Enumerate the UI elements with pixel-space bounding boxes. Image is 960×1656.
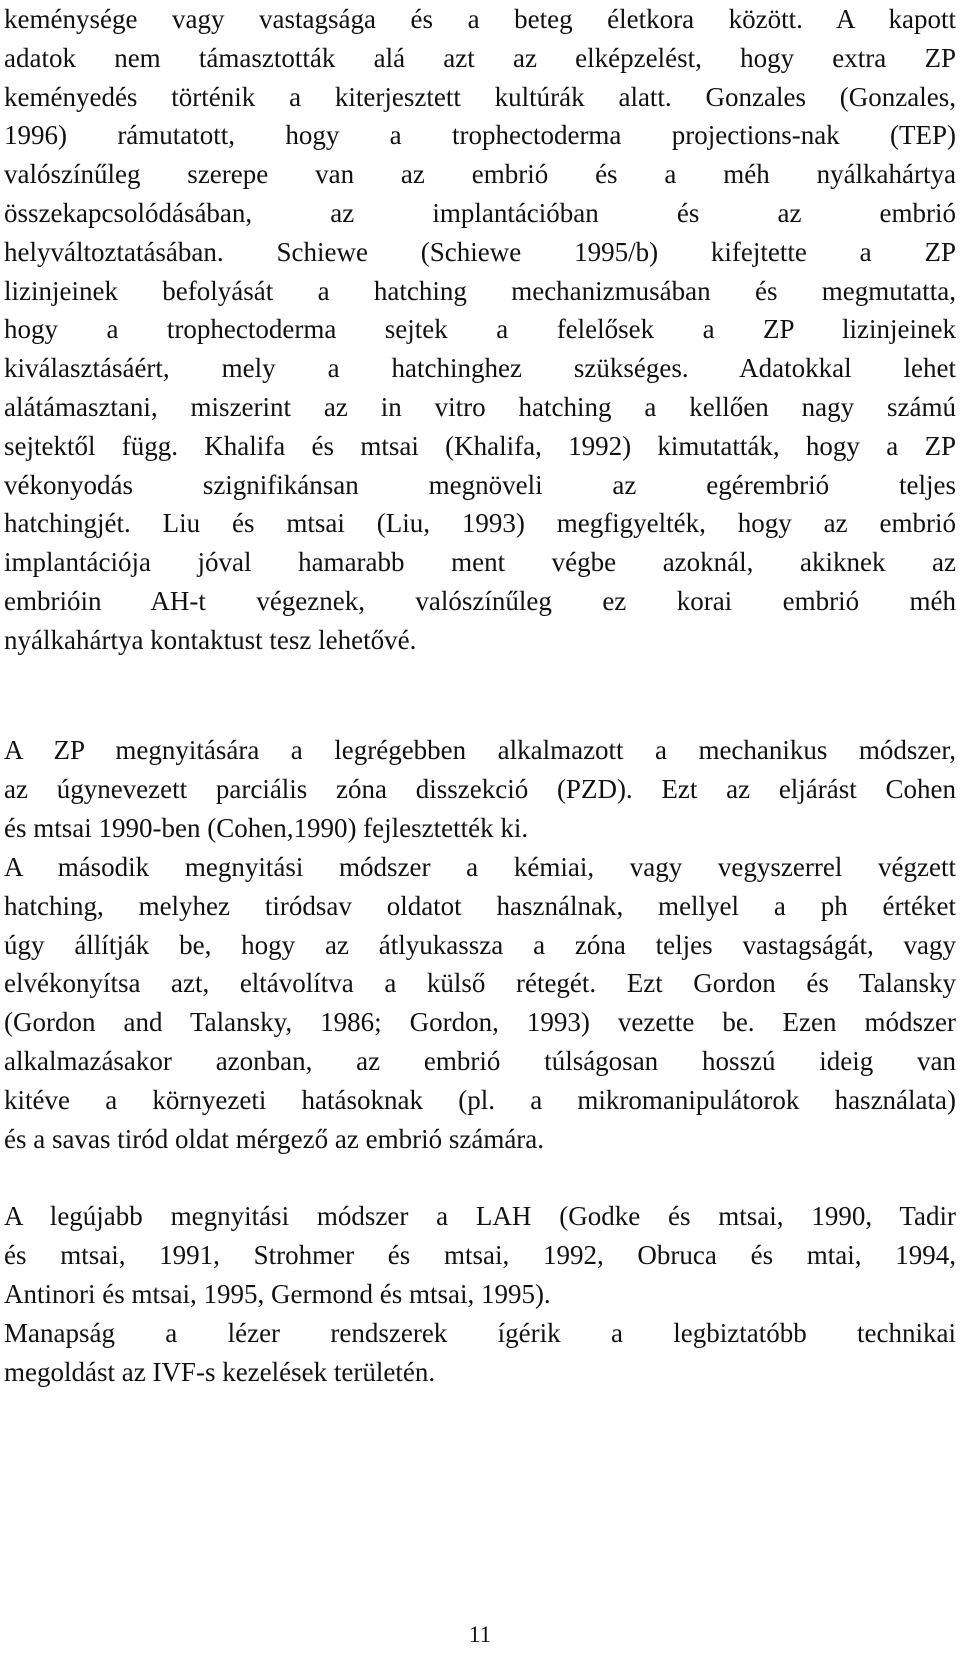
paragraph-laser-systems	[4, 1314, 956, 1392]
text-line: és a savas tiród oldat mérgező az embrió számára.	[4, 1123, 545, 1154]
text-line: adatok nem támasztották alá azt az elképzelést, hogy extra ZP	[4, 42, 956, 73]
paragraph-chemical-method	[4, 848, 956, 1158]
text-line: A legújabb megnyitási módszer a LAH (Godke és mtsai, 1990, Tadir	[4, 1201, 956, 1231]
text-line: helyváltoztatásában. Schiewe (Schiewe 1995/b) kifejtette a ZP	[4, 236, 956, 267]
text-line: (Gordon and Talansky, 1986; Gordon, 1993) vezette be. Ezen módszer	[4, 1007, 956, 1038]
text-line: alkalmazásakor azonban, az embrió túlságosan hosszú ideig van	[4, 1045, 956, 1076]
text-line: hatchingjét. Liu és mtsai (Liu, 1993) megfigyelték, hogy az embrió	[4, 508, 956, 539]
text-line: nyálkahártya kontaktust tesz lehetővé.	[4, 624, 417, 655]
paragraph-hatching-research	[4, 0, 956, 660]
text-line: Antinori és mtsai, 1995, Germond és mtsai, 1995).	[4, 1278, 551, 1309]
text-line: keménysége vagy vastagsága és a beteg életkora között. A kapott	[4, 4, 956, 34]
text-line: hatching, melyhez tiródsav oldatot használnak, mellyel a ph értéket	[4, 890, 956, 921]
paragraph-lah-method	[4, 1197, 956, 1313]
text-line: A ZP megnyitására a legrégebben alkalmazott a mechanikus módszer,	[4, 735, 956, 765]
text-line: A második megnyitási módszer a kémiai, vagy vegyszerrel végzett	[4, 852, 956, 882]
text-line: kitéve a környezeti hatásoknak (pl. a mikromanipulátorok használata)	[4, 1084, 956, 1115]
text-line: hogy a trophectoderma sejtek a felelősek a ZP lizinjeinek	[4, 314, 956, 345]
text-line: Manapság a lézer rendszerek ígérik a legbiztatóbb technikai	[4, 1318, 956, 1348]
text-line: implantációja jóval hamarabb ment végbe azoknál, akiknek az	[4, 547, 956, 578]
text-line: összekapcsolódásában, az implantációban és az embrió	[4, 197, 956, 228]
text-line: és mtsai, 1991, Strohmer és mtsai, 1992, Obruca és mtai, 1994,	[4, 1239, 956, 1270]
paragraph-mechanical-method	[4, 731, 956, 847]
text-line: sejtektől függ. Khalifa és mtsai (Khalifa, 1992) kimutatták, hogy a ZP	[4, 430, 956, 461]
text-line: 1996) rámutatott, hogy a trophectoderma projections-nak (TEP)	[4, 120, 956, 151]
text-line: úgy állítják be, hogy az átlyukassza a zóna teljes vastagságát, vagy	[4, 929, 956, 960]
text-line: kiválasztásáért, mely a hatchinghez szükséges. Adatokkal lehet	[4, 353, 956, 384]
text-line: valószínűleg szerepe van az embrió és a méh nyálkahártya	[4, 159, 956, 190]
text-line: elvékonyítsa azt, eltávolítva a külső rétegét. Ezt Gordon és Talansky	[4, 968, 956, 999]
page-number: 11	[468, 1622, 492, 1647]
text-line: megoldást az IVF-s kezelések területén.	[4, 1356, 436, 1387]
text-line: az úgynevezett parciális zóna disszekció (PZD). Ezt az eljárást Cohen	[4, 773, 956, 804]
text-line: lizinjeinek befolyását a hatching mechanizmusában és megmutatta,	[4, 275, 956, 306]
text-line: és mtsai 1990-ben (Cohen,1990) fejlesztették ki.	[4, 812, 529, 843]
text-line: keményedés történik a kiterjesztett kultúrák alatt. Gonzales (Gonzales,	[4, 81, 956, 112]
text-line: embrióin AH-t végeznek, valószínűleg ez korai embrió méh	[4, 585, 956, 616]
text-line: vékonyodás szignifikánsan megnöveli az egérembrió teljes	[4, 469, 956, 500]
text-line: alátámasztani, miszerint az in vitro hatching a kellően nagy számú	[4, 391, 956, 422]
